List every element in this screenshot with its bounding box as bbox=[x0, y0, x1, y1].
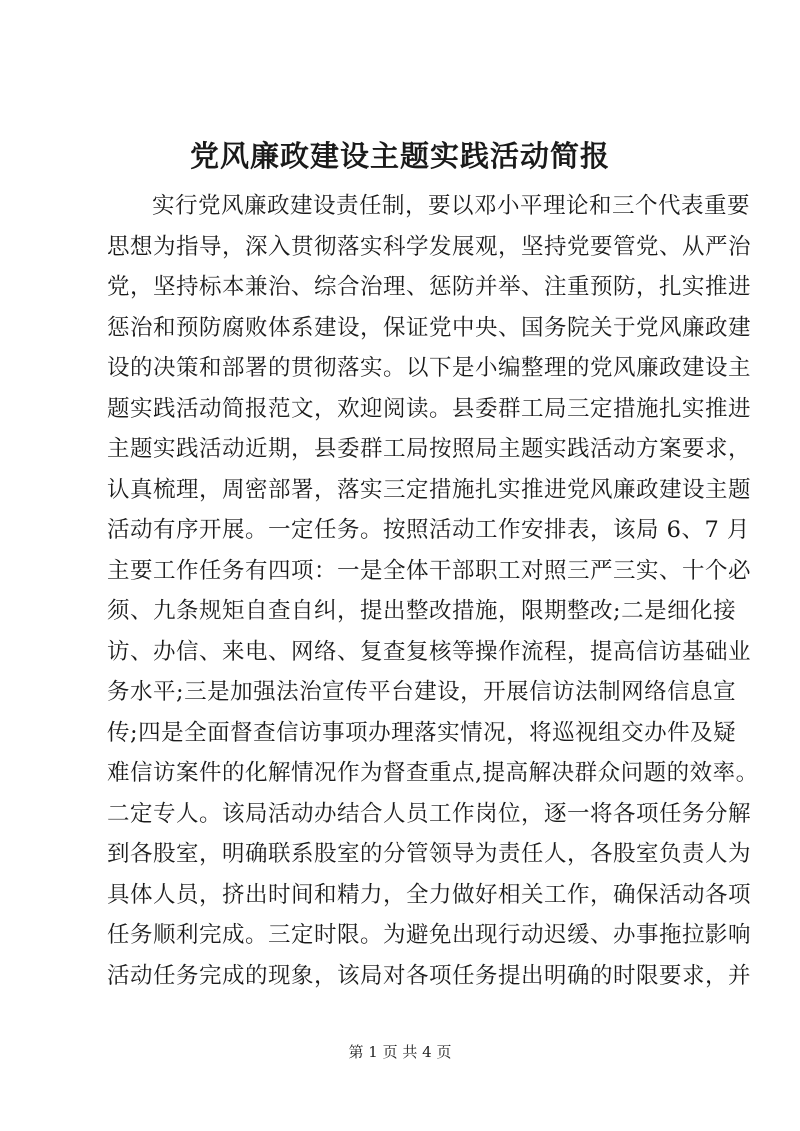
text-line: 实行党风廉政建设责任制，要以邓小平理论和三个代表重要 bbox=[152, 193, 751, 219]
text-line: 传;四是全面督查信访事项办理落实情况，将巡视组交办件及疑 bbox=[107, 719, 737, 746]
text-line: 具体人员，挤出时间和精力，全力做好相关工作，确保活动各项 bbox=[107, 881, 752, 908]
text-line: 到各股室，明确联系股室的分管领导为责任人，各股室负责人为 bbox=[107, 841, 752, 867]
text-line: 设的决策和部署的贯彻落实。以下是小编整理的党风廉政建设主 bbox=[107, 355, 752, 381]
text-line: 认真梳理，周密部署，落实三定措施扎实推进党风廉政建设主题 bbox=[107, 476, 752, 503]
text-line: 题实践活动简报范文，欢迎阅读。县委群工局三定措施扎实推进 bbox=[107, 395, 752, 422]
text-line: 任务顺利完成。三定时限。为避免出现行动迟缓、办事拖拉影响 bbox=[107, 922, 752, 948]
document-title: 党风廉政建设主题实践活动简报 bbox=[189, 139, 610, 173]
page-number-footer: 第 1 页 共 4 页 bbox=[348, 1043, 452, 1061]
text-line: 活动有序开展。一定任务。按照活动工作安排表，该局 6、7 月 bbox=[107, 517, 750, 543]
text-line: 访、办信、来电、网络、复查复核等操作流程，提高信访基础业 bbox=[107, 638, 752, 665]
body-paragraph bbox=[107, 186, 759, 996]
text-line: 主要工作任务有四项：一是全体干部职工对照三严三实、十个必 bbox=[107, 557, 752, 584]
text-line: 须、九条规矩自查自纠，提出整改措施，限期整改;二是细化接 bbox=[107, 598, 737, 624]
text-line: 惩治和预防腐败体系建设，保证党中央、国务院关于党风廉政建 bbox=[107, 314, 752, 341]
text-line: 难信访案件的化解情况作为督查重点,提高解决群众问题的效率。 bbox=[107, 760, 759, 786]
text-line: 二定专人。该局活动办结合人员工作岗位，逐一将各项任务分解 bbox=[107, 800, 752, 827]
text-line: 主题实践活动近期，县委群工局按照局主题实践活动方案要求， bbox=[107, 436, 752, 462]
text-line: 活动任务完成的现象，该局对各项任务提出明确的时限要求，并 bbox=[107, 962, 752, 989]
text-line: 思想为指导，深入贯彻落实科学发展观，坚持党要管党、从严治 bbox=[107, 233, 752, 260]
text-line: 党，坚持标本兼治、综合治理、惩防并举、注重预防，扎实推进 bbox=[107, 274, 752, 300]
text-line: 务水平;三是加强法治宣传平台建设，开展信访法制网络信息宣 bbox=[107, 679, 737, 705]
